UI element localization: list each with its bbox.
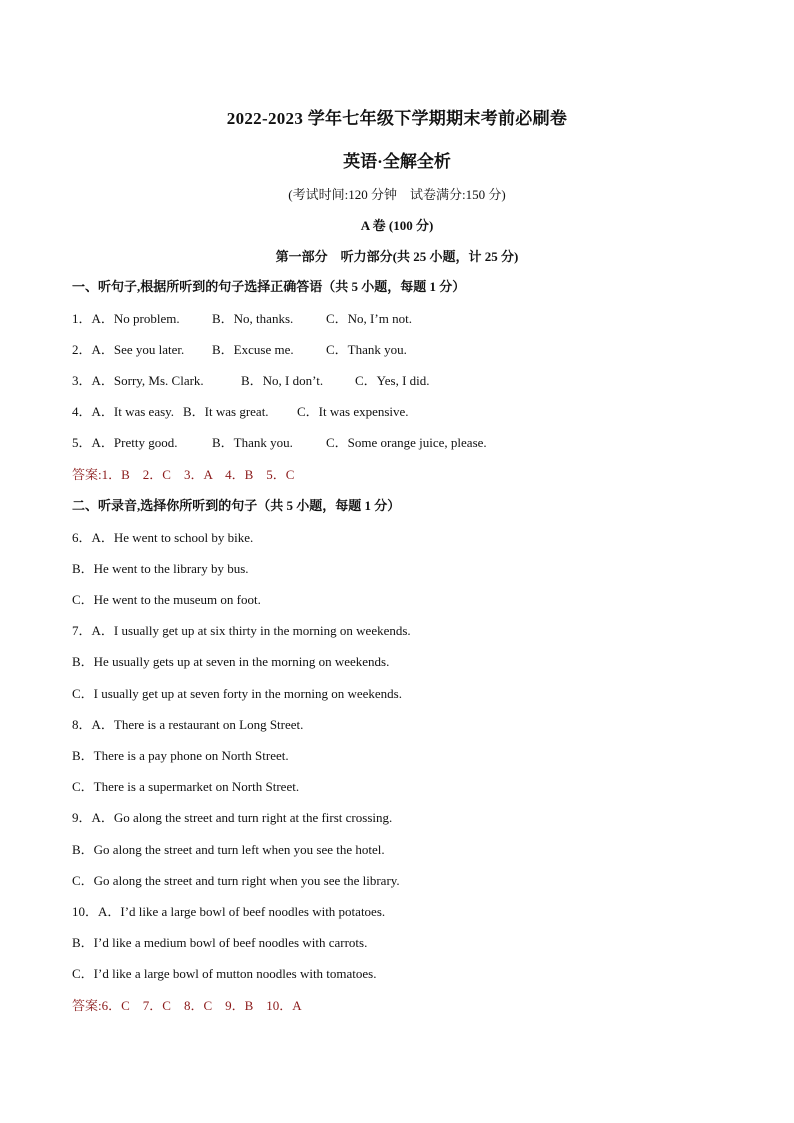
option-a: 4．A．It was easy.	[72, 404, 175, 419]
option-c: C．It was expensive.	[297, 404, 409, 419]
option-line: B．He went to the library by bus.	[72, 561, 249, 576]
option-c: C．Yes, I did.	[355, 373, 430, 388]
option-line: 7．A．I usually get up at six thirty in the morning on weekends.	[72, 623, 411, 638]
option-line: C．I usually get up at seven forty in the morning on weekends.	[72, 686, 402, 701]
question-row	[72, 373, 430, 389]
option-line: B．He usually gets up at seven in the morning on weekends.	[72, 654, 390, 669]
option-line: 6．A．He went to school by bike.	[72, 530, 254, 545]
answer-key: 答案:6．C 7．C 8．C 9．B 10．A	[72, 998, 302, 1013]
option-b: B．Thank you.	[212, 435, 293, 450]
option-b: B．It was great.	[183, 404, 269, 419]
option-c: C．Some orange juice, please.	[326, 435, 487, 450]
question-row	[72, 404, 409, 420]
option-line: 8．A．There is a restaurant on Long Street.	[72, 717, 304, 732]
document-title: 2022-2023 学年七年级下学期期末考前必刷卷	[226, 109, 568, 128]
exam-info: (考试时间:120 分钟 试卷满分:150 分)	[288, 187, 506, 202]
part-a-heading: A 卷 (100 分)	[360, 218, 434, 233]
option-line: C．There is a supermarket on North Street.	[72, 779, 300, 794]
option-line: C．I’d like a large bowl of mutton noodles with tomatoes.	[72, 966, 377, 981]
section2-heading: 二、听录音,选择你所听到的句子（共 5 小题，每题 1 分）	[72, 498, 401, 513]
question-row	[72, 435, 487, 451]
option-line: C．He went to the museum on foot.	[72, 592, 261, 607]
question-row	[72, 342, 407, 358]
part-1-heading: 第一部分 听力部分(共 25 小题，计 25 分)	[275, 249, 519, 264]
option-c: C．Thank you.	[326, 342, 407, 357]
question-row	[72, 311, 412, 327]
document-subtitle: 英语·全解全析	[343, 152, 451, 171]
section1-heading: 一、听句子,根据所听到的句子选择正确答语（共 5 小题，每题 1 分）	[72, 279, 466, 294]
option-a: 2．A．See you later.	[72, 342, 185, 357]
option-line: B．There is a pay phone on North Street.	[72, 748, 289, 763]
option-a: 5．A．Pretty good.	[72, 435, 178, 450]
option-b: B．No, I don’t.	[241, 373, 324, 388]
option-b: B．No, thanks.	[212, 311, 294, 326]
answer-key: 答案:1．B 2．C 3．A 4．B 5．C	[72, 467, 295, 482]
option-a: 3．A．Sorry, Ms. Clark.	[72, 373, 204, 388]
option-line: 9．A．Go along the street and turn right at the first crossing.	[72, 810, 393, 825]
option-c: C．No, I’m not.	[326, 311, 412, 326]
option-b: B．Excuse me.	[212, 342, 294, 357]
option-a: 1．A．No problem.	[72, 311, 180, 326]
option-line: B．I’d like a medium bowl of beef noodles with carrots.	[72, 935, 368, 950]
option-line: B．Go along the street and turn left when you see the hotel.	[72, 842, 385, 857]
option-line: C．Go along the street and turn right when you see the library.	[72, 873, 400, 888]
option-line: 10．A．I’d like a large bowl of beef noodles with potatoes.	[72, 904, 386, 919]
